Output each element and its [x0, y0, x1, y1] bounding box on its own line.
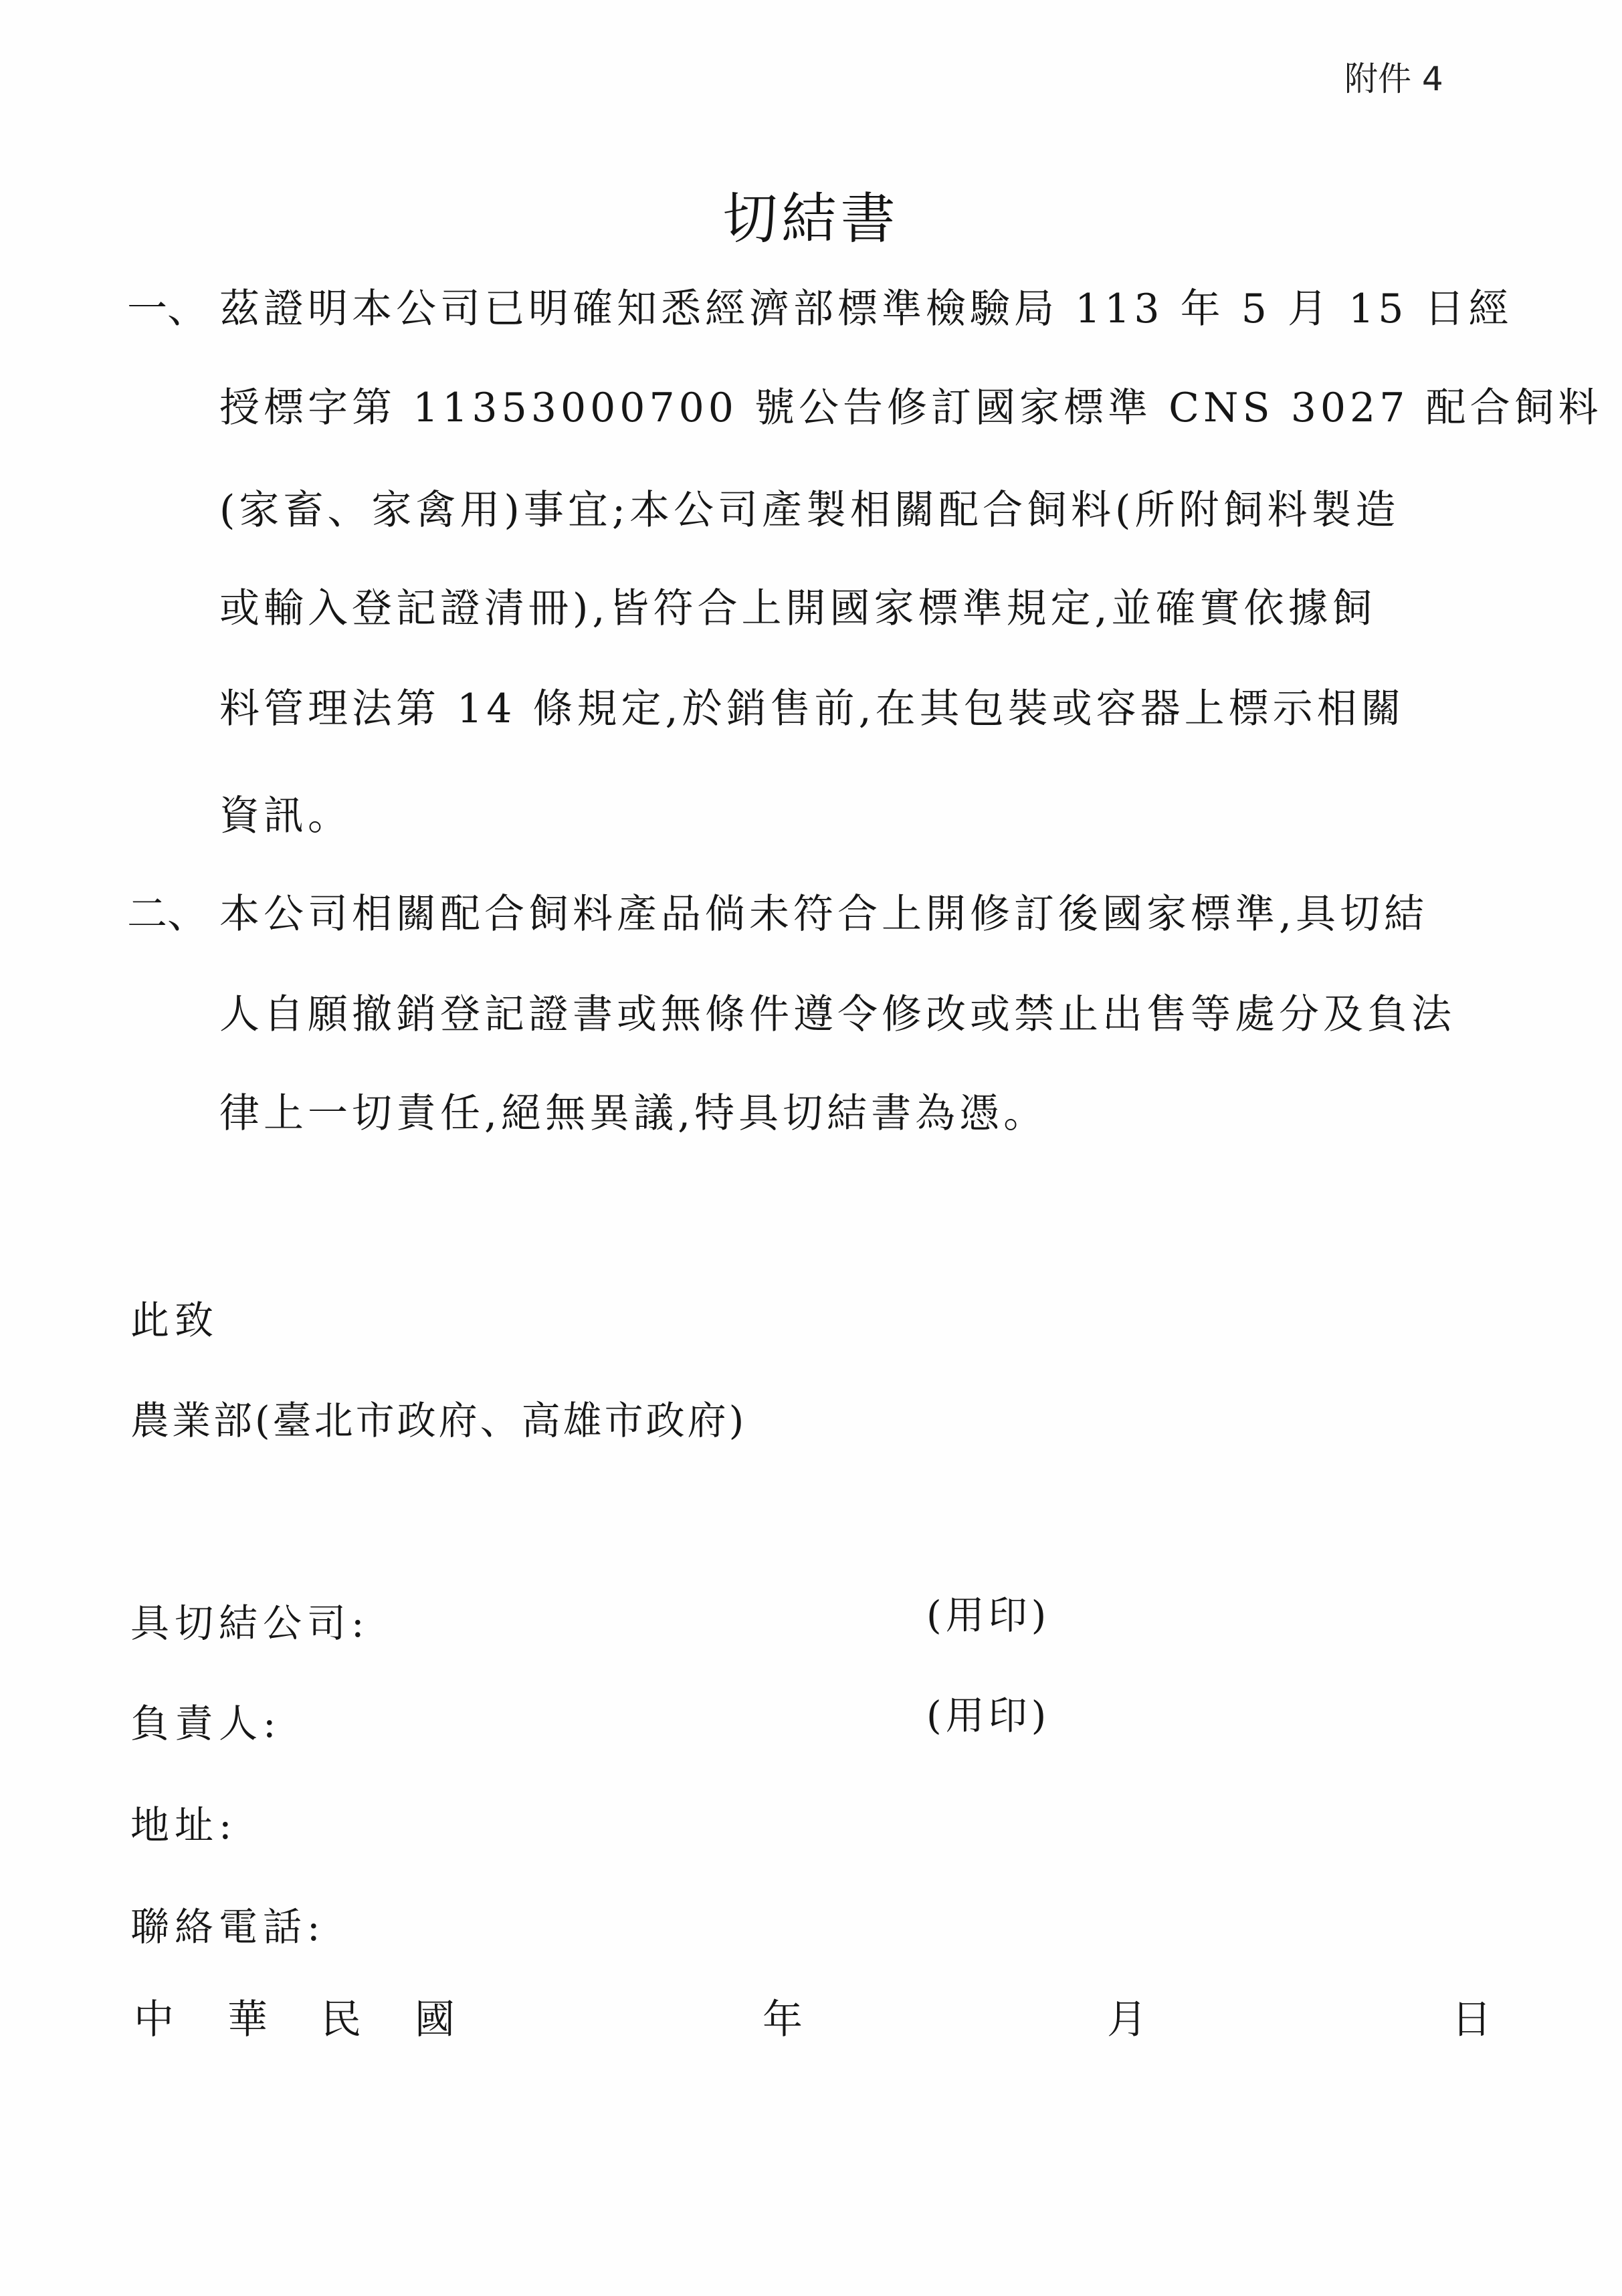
person-seal-placeholder: (用印)	[926, 1693, 1051, 1738]
section-1-line: 資訊。	[219, 793, 352, 839]
address-label: 地址:	[130, 1802, 237, 1848]
roc-date-char: 民	[321, 1996, 361, 2043]
company-seal-placeholder: (用印)	[926, 1592, 1051, 1638]
roc-date-char: 國	[415, 1996, 455, 2043]
company-field-label: 具切結公司:	[130, 1600, 370, 1646]
section-2-line: 本公司相關配合飼料產品倘未符合上開修訂後國家標準,具切結	[219, 891, 1429, 938]
year-label: 年	[763, 1996, 803, 2043]
section-2-number: 二、	[127, 891, 207, 938]
document-title: 切結書	[722, 187, 900, 251]
section-1-number: 一、	[127, 286, 207, 332]
roc-date-char: 華	[227, 1996, 268, 2043]
section-1-line: 授標字第 11353000700 號公告修訂國家標準 CNS 3027 配合飼料	[219, 385, 1603, 431]
month-label: 月	[1107, 1996, 1147, 2043]
roc-date-char: 中	[134, 1996, 174, 2043]
section-2-line: 律上一切責任,絕無異議,特具切結書為憑。	[219, 1090, 1048, 1137]
closing-salutation: 此致	[130, 1297, 219, 1343]
section-1-line: 茲證明本公司已明確知悉經濟部標準檢驗局 113 年 5 月 15 日經	[219, 286, 1513, 332]
section-1-line: 或輸入登記證清冊),皆符合上開國家標準規定,並確實依據飼	[219, 585, 1377, 632]
day-label: 日	[1451, 1996, 1492, 2043]
section-2-line: 人自願撤銷登記證書或無條件遵令修改或禁止出售等處分及負法	[219, 991, 1455, 1038]
section-1-line: (家畜、家禽用)事宜;本公司產製相關配合飼料(所附飼料製造	[219, 487, 1400, 534]
attachment-label: 附件 4	[1344, 60, 1443, 98]
phone-label: 聯絡電話:	[130, 1904, 326, 1950]
responsible-person-label: 負責人:	[130, 1701, 282, 1746]
recipient: 農業部(臺北市政府、高雄市政府)	[130, 1398, 747, 1443]
section-1-line: 料管理法第 14 條規定,於銷售前,在其包裝或容器上標示相關	[219, 686, 1405, 732]
